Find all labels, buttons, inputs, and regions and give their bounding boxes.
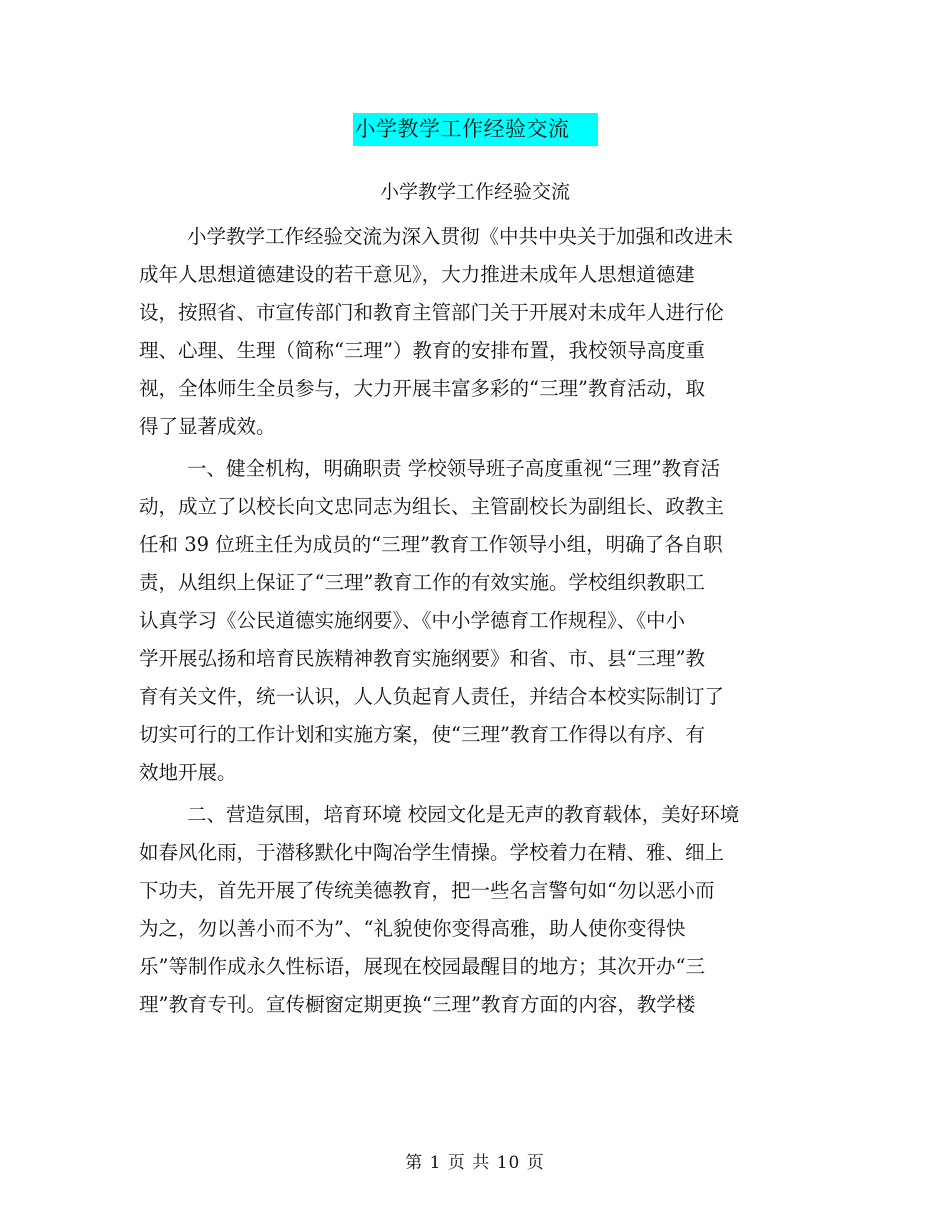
paragraph-2-line: 责，从组织上保证了“三理”教育工作的有效实施。学校组织教职工 (139, 571, 705, 594)
paragraph-1-line: 理、心理、生理（简称“三理”）教育的安排布置，我校领导高度重 (139, 339, 705, 362)
paragraph-2-line: 认真学习《公民道德实施纲要》、《中小学德育工作规程》、《中小 (139, 609, 686, 632)
title-wrap (0, 113, 950, 146)
paragraph-1-line: 视，全体师生全员参与，大力开展丰富多彩的“三理”教育活动，取 (139, 377, 705, 400)
paragraph-1-line: 小学教学工作经验交流为深入贯彻《中共中央关于加强和改进未 (187, 225, 734, 248)
document-subtitle: 小学教学工作经验交流 (379, 181, 570, 203)
paragraph-3-line: 理”教育专刊。宣传橱窗定期更换“三理”教育方面的内容，教学楼 (139, 993, 696, 1016)
paragraph-1-line: 设，按照省、市宣传部门和教育主管部门关于开展对未成年人进行伦 (139, 301, 725, 324)
paragraph-2-line: 效地开展。 (139, 761, 237, 784)
page-footer: 第 1 页 共 10 页 (405, 1153, 545, 1173)
paragraph-3-line: 下功夫，首先开展了传统美德教育，把一些名言警句如“勿以恶小而 (139, 879, 715, 902)
paragraph-2-line: 一、健全机构，明确职责 学校领导班子高度重视“三理”教育活 (187, 457, 721, 480)
document-body (139, 218, 799, 1024)
paragraph-3-line: 如春风化雨，于潜移默化中陶冶学生情操。学校着力在精、雅、细上 (139, 841, 725, 864)
paragraph-2-line: 学开展弘扬和培育民族精神教育实施纲要》和省、市、县“三理”教 (139, 647, 705, 670)
document-heading: 小学教学工作经验交流 (353, 113, 598, 146)
paragraph-2-line: 动，成立了以校长向文忠同志为组长、主管副校长为副组长、政教主 (139, 495, 725, 518)
paragraph-2-line: 切实可行的工作计划和实施方案，使“三理”教育工作得以有序、有 (139, 723, 705, 746)
paragraph-3-line: 乐”等制作成永久性标语，展现在校园最醒目的地方；其次开办“三 (139, 955, 705, 978)
paragraph-3-line: 为之，勿以善小而不为”、“礼貌使你变得高雅，助人使你变得快 (139, 917, 686, 940)
paragraph-2-line: 育有关文件，统一认识，人人负起育人责任，并结合本校实际制订了 (139, 685, 725, 708)
paragraph-1-line: 得了显著成效。 (139, 415, 276, 438)
paragraph-1-line: 成年人思想道德建设的若干意见》，大力推进未成年人思想道德建 (139, 263, 695, 286)
paragraph-3-line: 二、营造氛围，培育环境 校园文化是无声的教育载体，美好环境 (187, 803, 740, 826)
paragraph-2-line: 任和 39 位班主任为成员的“三理”教育工作领导小组，明确了各自职 (139, 533, 723, 556)
